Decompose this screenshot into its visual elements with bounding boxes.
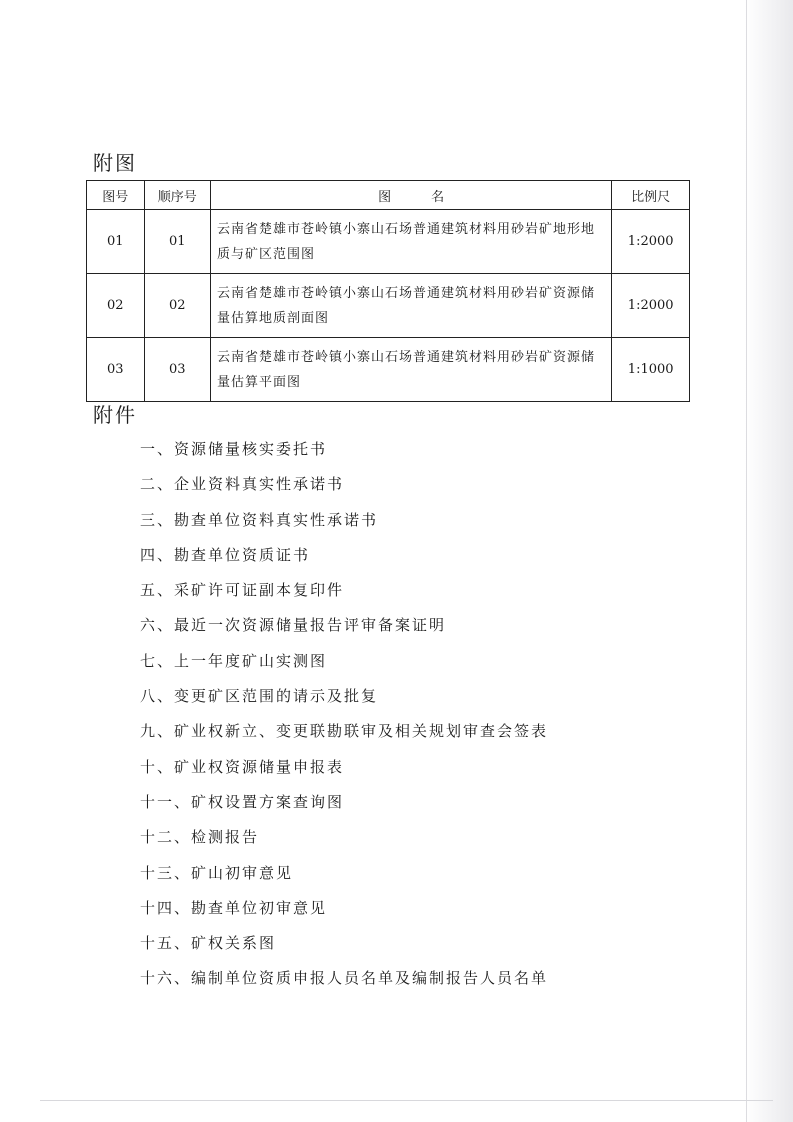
list-item: 九、矿业权新立、变更联勘联审及相关规划审查会签表	[140, 722, 549, 741]
list-item: 五、采矿许可证副本复印件	[140, 581, 345, 600]
figure-name: 云南省楚雄市苍岭镇小寨山石场普通建筑材料用砂岩矿资源储量估算平面图	[210, 338, 611, 402]
figure-number: 03	[87, 338, 145, 402]
list-item: 十一、矿权设置方案查询图	[140, 792, 345, 811]
figure-scale: 1:1000	[612, 338, 690, 402]
column-header-sequence: 顺序号	[144, 181, 210, 210]
figure-name: 云南省楚雄市苍岭镇小寨山石场普通建筑材料用砂岩矿地形地质与矿区范围图	[210, 210, 611, 274]
list-item: 十五、矿权关系图	[140, 934, 277, 953]
list-item: 七、上一年度矿山实测图	[140, 651, 328, 670]
page-edge-line	[746, 0, 747, 1122]
page-edge-shadow	[745, 0, 793, 1122]
column-header-scale: 比例尺	[612, 181, 690, 210]
list-item: 十、矿业权资源储量申报表	[140, 757, 345, 776]
list-item: 四、勘查单位资质证书	[140, 545, 311, 564]
list-item: 十三、矿山初审意见	[140, 863, 294, 882]
list-item: 十四、勘查单位初审意见	[140, 898, 328, 917]
table-row	[87, 338, 690, 402]
list-item: 十六、编制单位资质申报人员名单及编制报告人员名单	[140, 969, 549, 988]
table-header-row	[87, 181, 690, 210]
figure-sequence: 02	[144, 274, 210, 338]
table-row	[87, 274, 690, 338]
figure-name: 云南省楚雄市苍岭镇小寨山石场普通建筑材料用砂岩矿资源储量估算地质剖面图	[210, 274, 611, 338]
column-header-name: 图名	[210, 181, 611, 210]
figure-number: 01	[87, 210, 145, 274]
bottom-scan-line	[40, 1100, 773, 1101]
figures-table	[86, 180, 690, 402]
figure-scale: 1:2000	[612, 274, 690, 338]
attachments-list	[140, 438, 548, 1003]
list-item: 二、企业资料真实性承诺书	[140, 475, 345, 494]
figure-sequence: 01	[144, 210, 210, 274]
figure-sequence: 03	[144, 338, 210, 402]
list-item: 八、变更矿区范围的请示及批复	[140, 687, 379, 706]
figures-heading: 附图	[93, 151, 137, 175]
figure-number: 02	[87, 274, 145, 338]
list-item: 三、勘查单位资料真实性承诺书	[140, 510, 379, 529]
list-item: 一、资源储量核实委托书	[140, 440, 328, 458]
list-item: 六、最近一次资源储量报告评审备案证明	[140, 616, 447, 635]
figure-scale: 1:2000	[612, 210, 690, 274]
list-item: 十二、检测报告	[140, 828, 260, 847]
table-row	[87, 210, 690, 274]
column-header-number: 图号	[87, 181, 145, 210]
attachments-heading: 附件	[93, 403, 137, 427]
